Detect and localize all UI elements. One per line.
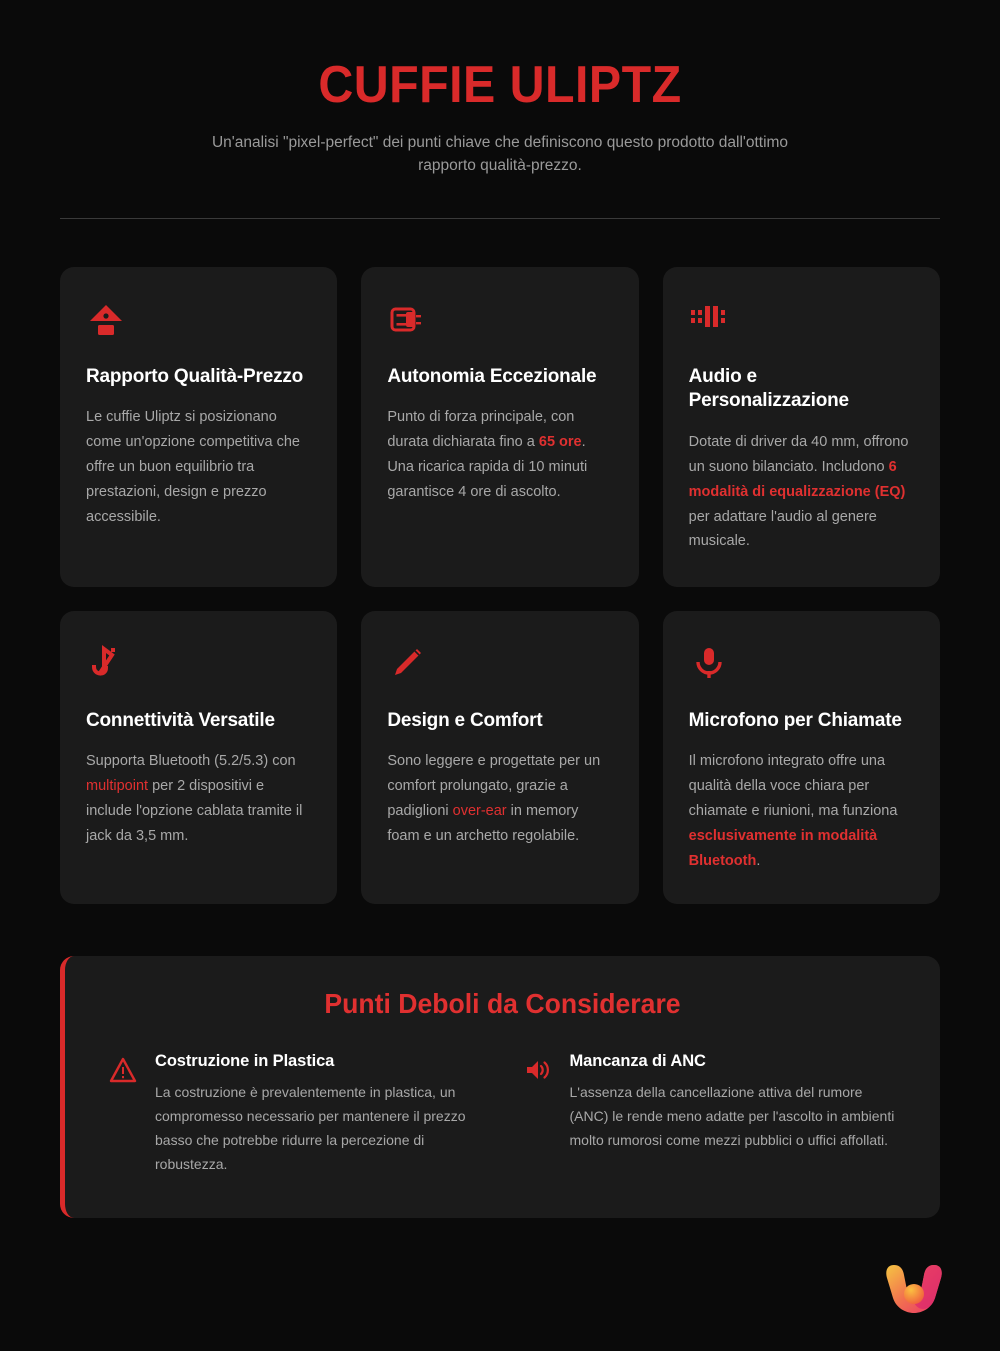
- card-body: [86, 405, 311, 530]
- card-text-segment: . Una ricarica rapida di 10 minuti garantisce 4 ore di ascolto.: [387, 434, 588, 501]
- equalizer-icon: [689, 297, 914, 341]
- weakness-body: [155, 1052, 482, 1176]
- feature-card-autonomia-eccezionale: [361, 267, 638, 587]
- card-title: Autonomia Eccezionale: [387, 366, 597, 388]
- weaknesses-heading: Punti Deboli da Considerare: [324, 988, 681, 1020]
- feature-card-microfono-chiamate: [663, 611, 940, 904]
- card-body: [86, 749, 311, 849]
- weakness-title: Costruzione in Plastica: [155, 1052, 335, 1071]
- card-text-segment: per adattare l'audio al genere musicale.: [688, 508, 877, 550]
- weakness-title: Mancanza di ANC: [569, 1052, 706, 1071]
- card-text-segment: Sono leggere e progettate per un comfort prolungato, grazie a padiglioni: [387, 753, 601, 820]
- page-subtitle: Un'analisi "pixel-perfect" dei punti chiave che definiscono questo prodotto dall'ottimo rapporto qualità-prezzo.: [211, 133, 789, 174]
- value-badge-icon: [86, 297, 311, 341]
- weakness-item-costruzione-plastica: [109, 1052, 482, 1176]
- bluetooth-icon: [86, 641, 311, 685]
- weakness-text: L'assenza della cancellazione attiva del rumore (ANC) le rende meno adatte per l'ascolto in ambienti molto rumorosi come mezzi pubblici o uffici affollati.: [569, 1084, 895, 1149]
- feature-card-audio-personalizzazione: [663, 267, 940, 587]
- card-text-segment: Supporta Bluetooth (5.2/5.3) con: [86, 753, 296, 770]
- card-text-segment: .: [756, 853, 761, 870]
- u-brand-logo: [880, 1255, 948, 1323]
- card-body: [387, 749, 612, 849]
- header-divider: [60, 218, 940, 219]
- speaker-volume-icon: [524, 1052, 552, 1084]
- card-title: Rapporto Qualità-Prezzo: [86, 366, 304, 388]
- card-text-segment: in memory foam e un archetto regolabile.: [387, 803, 580, 845]
- feature-card-connettivita-versatile: [60, 611, 337, 904]
- card-highlight: multipoint: [86, 778, 149, 795]
- card-highlight: over-ear: [452, 803, 507, 820]
- weaknesses-grid: [109, 1052, 896, 1176]
- card-title: Design e Comfort: [387, 710, 543, 732]
- header: [60, 0, 940, 219]
- card-text-segment: Il microfono integrato offre una qualità della voce chiara per chiamate e riunioni, ma funziona: [688, 753, 898, 820]
- card-text-segment: Le cuffie Uliptz si posizionano come un'opzione competitiva che offre un buon equilibrio tra prestazioni, design e prezzo accessibile.: [86, 409, 300, 526]
- weakness-item-mancanza-anc: [524, 1052, 897, 1176]
- pencil-design-icon: [387, 641, 612, 685]
- weakness-text: La costruzione è prevalentemente in plastica, un compromesso necessario per mantenere il prezzo basso che potrebbe ridurre la percezione di robustezza.: [155, 1084, 466, 1173]
- feature-card-rapporto-qualita-prezzo: [60, 267, 337, 587]
- card-body: [689, 430, 914, 555]
- card-highlight: 6 modalità di equalizzazione (EQ): [688, 458, 906, 500]
- feature-card-design-comfort: [361, 611, 638, 904]
- warning-triangle-icon: [109, 1052, 137, 1084]
- card-highlight: 65 ore: [538, 434, 582, 451]
- weaknesses-panel: [60, 956, 940, 1218]
- card-title: Connettività Versatile: [86, 710, 275, 732]
- card-body: [387, 405, 612, 505]
- card-body: [689, 749, 914, 874]
- battery-charging-icon: [387, 297, 612, 341]
- page-title: CUFFIE ULIPTZ: [318, 56, 682, 114]
- card-text-segment: per 2 dispositivi e include l'opzione cablata tramite il jack da 3,5 mm.: [86, 778, 303, 845]
- card-highlight: esclusivamente in modalità Bluetooth: [688, 828, 878, 870]
- feature-card-grid: [60, 267, 940, 904]
- card-text-segment: Punto di forza principale, con durata dichiarata fino a: [387, 409, 575, 451]
- card-text-segment: Dotate di driver da 40 mm, offrono un suono bilanciato. Includono: [688, 433, 909, 475]
- card-title: Microfono per Chiamate: [688, 710, 902, 732]
- weakness-body: [570, 1052, 897, 1152]
- microphone-icon: [689, 641, 914, 685]
- card-title: Audio e Personalizzazione: [688, 366, 849, 412]
